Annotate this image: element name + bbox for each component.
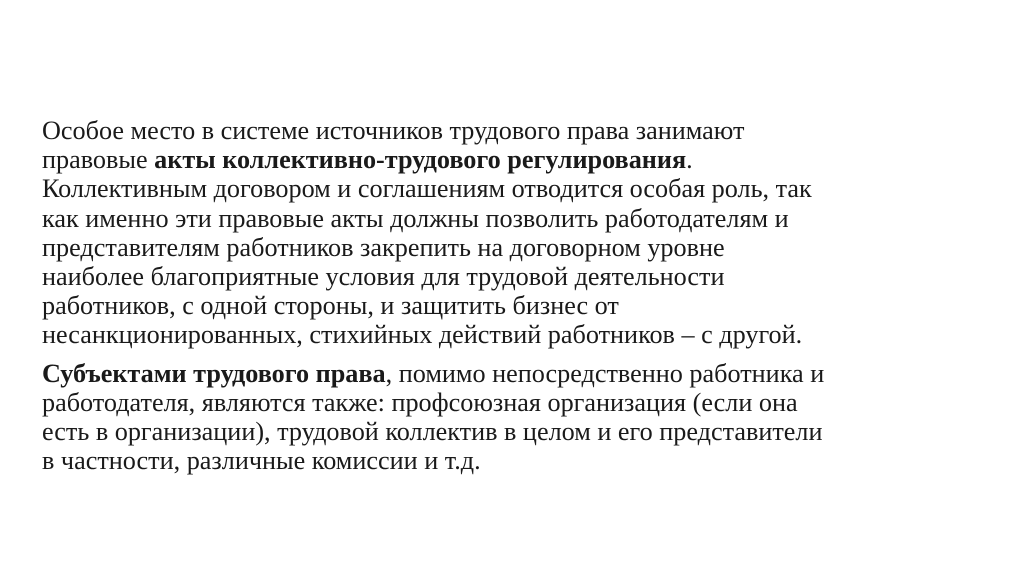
- slide-body-text: [42, 116, 1002, 475]
- text-line: есть в организации), трудовой коллектив в целом и его представители: [42, 417, 823, 447]
- paragraph-labor-law-subjects: [42, 359, 1002, 476]
- text-line: в частности, различные комиссии и т.д.: [42, 446, 481, 476]
- text-line: Особое место в системе источников трудового права занимают: [42, 116, 745, 145]
- text-line: как именно эти правовые акты должны позволить работодателям и: [42, 203, 789, 233]
- text-line: работников, с одной стороны, и защитить бизнес от: [42, 291, 619, 321]
- text-line: работодателя, являются также: профсоюзная организация (если она: [42, 387, 798, 417]
- text-line: наиболее благоприятные условия для трудовой деятельности: [42, 262, 725, 292]
- text-fragment: , помимо непосредственно работника и: [385, 358, 825, 388]
- text-fragment: .: [686, 145, 693, 175]
- bold-term-collective-acts: акты коллективно-трудового регулирования: [154, 145, 687, 175]
- text-line: несанкционированных, стихийных действий работников – с другой.: [42, 320, 803, 350]
- text-line: [42, 145, 1002, 174]
- text-line: представителям работников закрепить на договорном уровне: [42, 232, 725, 262]
- text-fragment: правовые: [42, 145, 155, 175]
- bold-term-subjects: Субъектами трудового права: [42, 358, 386, 388]
- paragraph-labor-law-sources: [42, 116, 1002, 350]
- text-line: [42, 359, 1002, 388]
- text-line: Коллективным договором и соглашениям отводится особая роль, так: [42, 174, 812, 204]
